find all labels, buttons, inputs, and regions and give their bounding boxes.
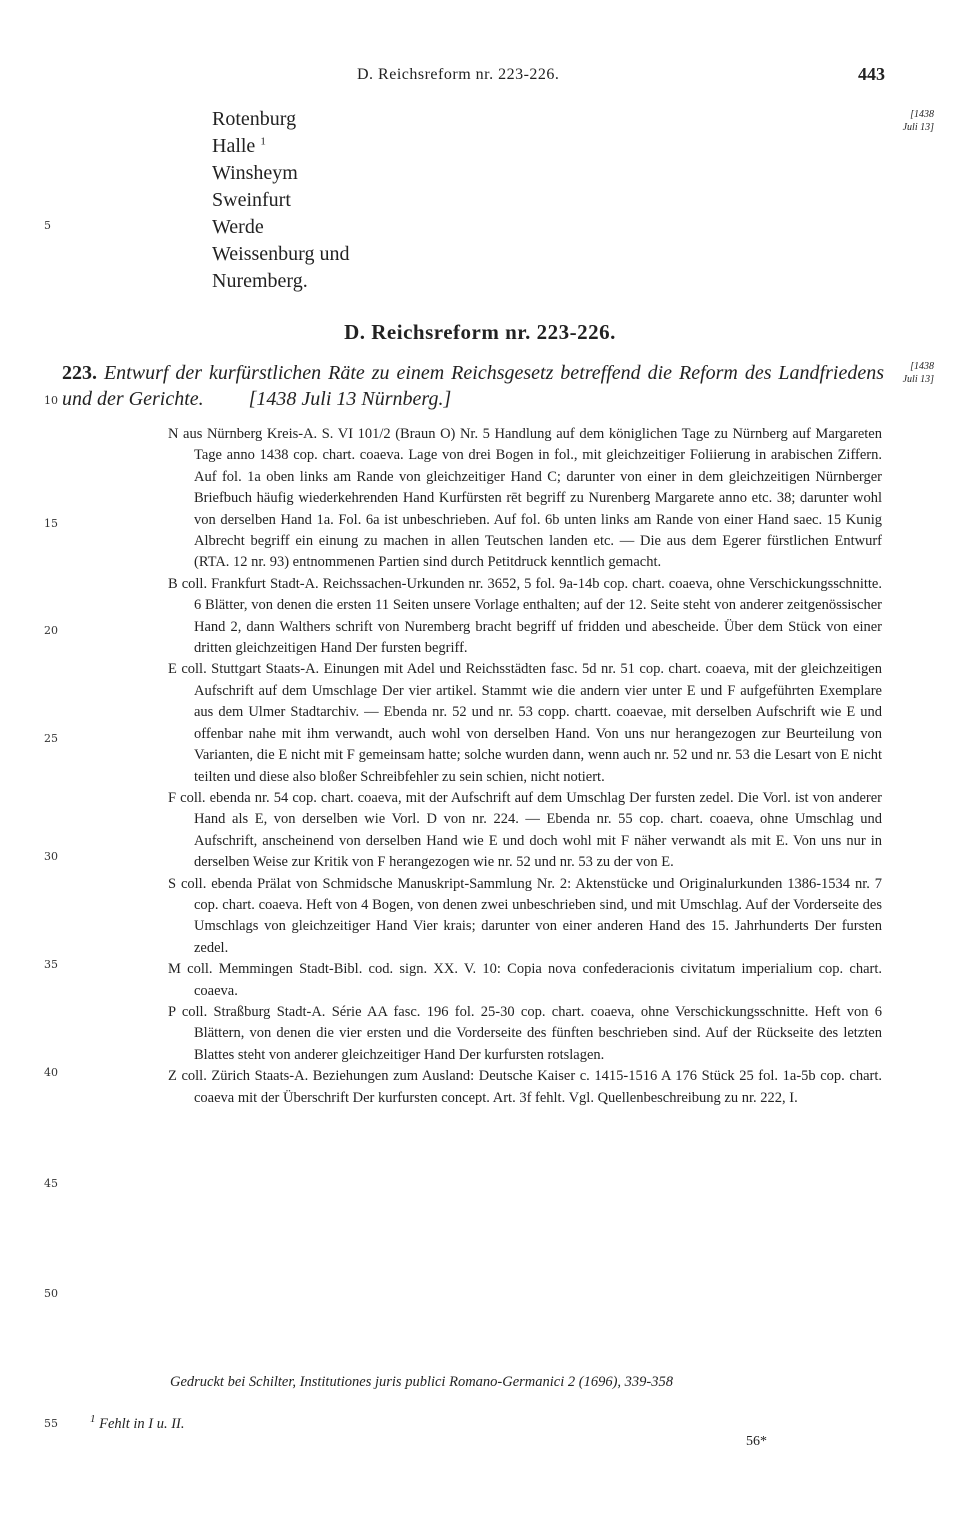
source-entry: E coll. Stuttgart Staats-A. Einungen mit Adel und Reichsstädten fasc. 5d nr. 51 cop. chart. coaeva, mit der gleichzeitigen Aufschrift auf dem Umschlage Der vier artikel. Stammt wie die andern vier unter E und F aufgeführten Exemplare aus dem Ulmer Stadtarchiv. — Ebenda nr. 52 und nr. 53 copp. chartt. coaevae, mit derselben Aufschrift wie E und offenbar nahe mit ihm verwandt, auch wohl von derselben Hand. Von uns nur herangezogen zur Beurteilung von Varianten, die E nicht mit F gemeinsam hatte; solche wurden dann, wenn auch nr. 52 und nr. 53 die Lesart von E nicht teilten und diese also bloßer Schreibfehler zu sein schien, nicht notiert. bbox=[168, 661, 882, 785]
document-number: 223. bbox=[62, 362, 97, 384]
line-number: 30 bbox=[44, 850, 58, 863]
source-entry: F coll. ebenda nr. 54 cop. chart. coaeva, mit der Aufschrift auf dem Umschlag Der fursten zedel. Die Vorl. ist von anderer Hand als E, von derselben wie Vorl. D von nr. 224. — Ebenda nr. 55 cop. chart. coaeva, ohne Umschlag und Aufschrift, anscheinend von derselben Hand wie E und doch wohl mit F näher verwandt als mit E. Von uns nur in derselben Weise zur Kritik von F herangezogen wie nr. 52 und nr. 53 zu der von E. bbox=[168, 789, 882, 871]
place-item: Winsheym bbox=[212, 162, 298, 184]
footnote bbox=[90, 1413, 185, 1433]
line-number: 10 bbox=[44, 394, 58, 407]
margin-date: [1438 Juli 13] bbox=[902, 109, 934, 133]
line-number: 35 bbox=[44, 958, 58, 971]
line-number: 40 bbox=[44, 1066, 58, 1079]
line-number: 55 bbox=[44, 1417, 58, 1430]
source-entry: B coll. Frankfurt Stadt-A. Reichssachen-Urkunden nr. 3652, 5 fol. 9a-14b cop. chart. coaeva, ohne Verschickungsschnitte. 6 Blätter, von denen die ersten 11 Seiten unsere Vorlage enthalten; auf der 12. Seite steht von anderer zeitgenössischer Hand 2, dann Walthers schrift von Nuremberg bracht begriff uf fridden und abescheide. Über dem Stück von einer dritten gleichzeitigen Hand Der fursten begriff. bbox=[168, 575, 882, 657]
place-list bbox=[212, 106, 349, 295]
place-item: Halle $^1$ bbox=[212, 135, 266, 157]
footnote-marker: 1 bbox=[260, 135, 266, 148]
place-item: Rotenburg bbox=[212, 108, 297, 130]
line-number: 25 bbox=[44, 732, 58, 745]
line-number: 45 bbox=[44, 1177, 58, 1190]
line-number: 20 bbox=[44, 624, 58, 637]
line-number: 50 bbox=[44, 1287, 58, 1300]
source-notes bbox=[168, 424, 882, 1109]
source-entry: Z coll. Zürich Staats-A. Beziehungen zum Ausland: Deutsche Kaiser c. 1415-1516 A 176 Stück 25 fol. 1a-5b cop. chart. coaeva mit der Überschrift Der kurfursten concept. Art. 3f fehlt. Vgl. Quellenbeschreibung zu nr. 222, I. bbox=[168, 1068, 882, 1106]
place-item: Werde bbox=[212, 216, 264, 238]
page-number: 443 bbox=[858, 64, 885, 84]
document-date: [1438 Juli 13 Nürnberg.] bbox=[248, 388, 452, 410]
place-item: Sweinfurt bbox=[212, 189, 291, 211]
source-entry: P coll. Straßburg Stadt-A. Série AA fasc. 196 fol. 25-30 cop. chart. coaeva, ohne Verschickungsschnitte. Heft von 6 Blättern, von denen die vier ersten und die Vorderseite des fünften beschrieben sind. Auf der Rückseite des letzten Blattes steht von anderer gleichzeitiger Hand Der kurfursten rotslagen. bbox=[168, 1003, 882, 1063]
section-heading: D. Reichsreform nr. 223-226. bbox=[344, 320, 616, 344]
document-heading bbox=[62, 360, 884, 412]
footnote-marker: 1 bbox=[90, 1413, 96, 1426]
document-title: Entwurf der kurfürstlichen Räte zu einem Reichsgesetz betreffend die Reform des Landfriedens und der Gerichte. bbox=[62, 362, 884, 410]
line-number: 5 bbox=[44, 219, 51, 232]
line-number: 15 bbox=[44, 517, 58, 530]
sheet-signature: 56* bbox=[746, 1434, 767, 1449]
source-entry: M coll. Memmingen Stadt-Bibl. cod. sign. XX. V. 10: Copia nova confederacionis civitatum imperialium cop. chart. coaeva. bbox=[168, 961, 882, 999]
printed-in-note: Gedruckt bei Schilter, Institutiones juris publici Romano-Germanici 2 (1696), 339-358 bbox=[170, 1374, 673, 1390]
place-item: Weissenburg und bbox=[212, 243, 350, 265]
source-entry: S coll. ebenda Prälat von Schmidsche Manuskript-Sammlung Nr. 2: Aktenstücke und Originalurkunden 1386-1534 nr. 7 cop. chart. coaeva. Heft von 4 Bogen, von denen zwei unbeschrieben sind, und mit Umschlag. Auf der Vorderseite des Umschlags von gleichzeitiger Hand Vier krais; darunter von einer anderen Hand des 15. Jahrhunderts Der fursten zedel. bbox=[168, 875, 882, 956]
margin-date: [1438 Juli 13] bbox=[902, 361, 934, 385]
place-item: Nuremberg. bbox=[212, 270, 308, 292]
footnote-text: Fehlt in I u. II. bbox=[99, 1416, 185, 1432]
source-entry: N aus Nürnberg Kreis-A. S. VI 101/2 (Braun O) Nr. 5 Handlung auf dem königlichen Tage zu Nürnberg auf Margareten Tage anno 1438 cop. chart. coaeva. Lage von drei Bogen in fol., mit gleichzeitiger Foliierung in arabischen Ziffern. Auf fol. 1a oben links am Rande von gleichzeitiger Hand C; darunter von einer in dem gleichzeitigen Nürnberger Briefbuch häufig wiederkehrenden Hand Kurfürsten rēt begriff zu Nurenberg Margarete anno etc. 38; darunter wohl von derselben Hand 1a. Fol. 6a ist unbeschrieben. Auf fol. 6b unten links am Rande von einer Hand saec. 15 Kunig Albrecht begriff ein einung zu machen in allen Teutschen landen etc. — Die aus dem Egerer fürstlichen Entwurf (RTA. 12 nr. 93) entnommenen Partien sind durch Petitdruck kenntlich gemacht. bbox=[168, 426, 882, 571]
running-head: D. Reichsreform nr. 223-226. bbox=[357, 66, 560, 83]
